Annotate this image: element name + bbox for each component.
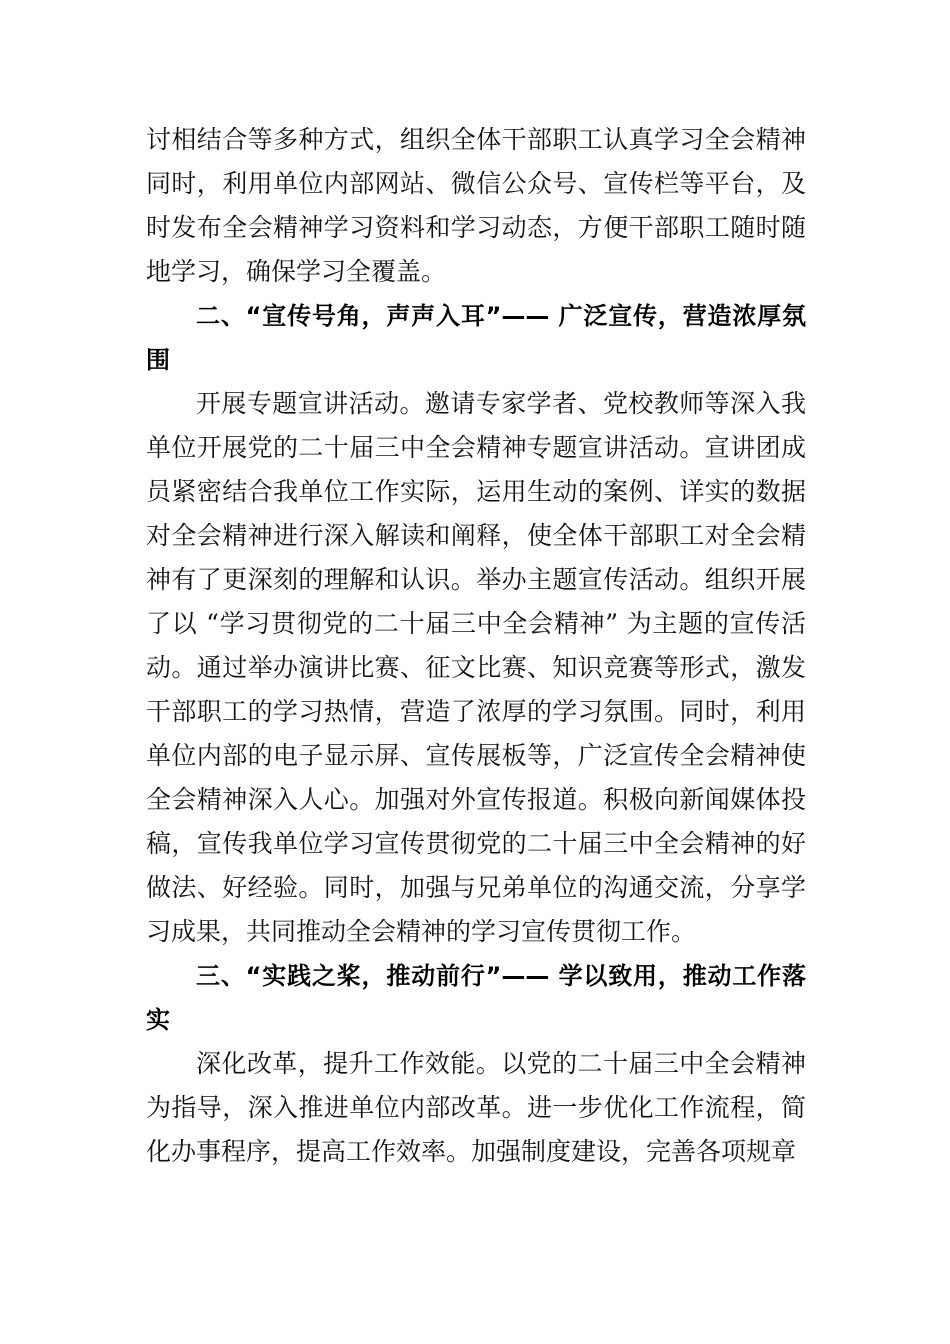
section-heading-2: 二、“宣传号角，声声入耳”—— 广泛宣传，营造浓厚氛围 [146, 302, 806, 374]
body-paragraph: 讨相结合等多种方式，组织全体干部职工认真学习全会精神同时，利用单位内部网站、微信公众号、宣传栏等平台，及时发布全会精神学习资料和学习动态，方便干部职工随时随地学习，确保学习全覆盖。 [146, 125, 806, 286]
body-paragraph: 深化改革，提升工作效能。以党的二十届三中全会精神为指导，深入推进单位内部改革。进一步优化工作流程，简化办事程序，提高工作效率。加强制度建设，完善各项规章 [146, 1049, 806, 1166]
document-page [146, 118, 806, 1174]
body-paragraph: 开展专题宣讲活动。邀请专家学者、党校教师等深入我单位开展党的二十届三中全会精神专题宣讲活动。宣讲团成员紧密结合我单位工作实际，运用生动的案例、详实的数据对全会精神进行深入解读和阐释，使全体干部职工对全会精神有了更深刻的理解和认识。举办主题宣传活动。组织开展了以 “学习贯彻党的二十届三中全会精神” 为主题的宣传活动。通过举办演讲比赛、征文比赛、知识竞赛等形式，激发干部职工的学习热情，营造了浓厚的学习氛围。同时，利用单位内部的电子显示屏、宣传展板等，广泛宣传全会精神使全会精神深入人心。加强对外宣传报道。积极向新闻媒体投稿，宣传我单位学习宣传贯彻党的二十届三中全会精神的好做法、好经验。同时，加强与兄弟单位的沟通交流，分享学习成果，共同推动全会精神的学习宣传贯彻工作。 [146, 389, 806, 946]
section-heading-3: 三、“实践之桨，推动前行”—— 学以致用，推动工作落实 [146, 962, 806, 1034]
